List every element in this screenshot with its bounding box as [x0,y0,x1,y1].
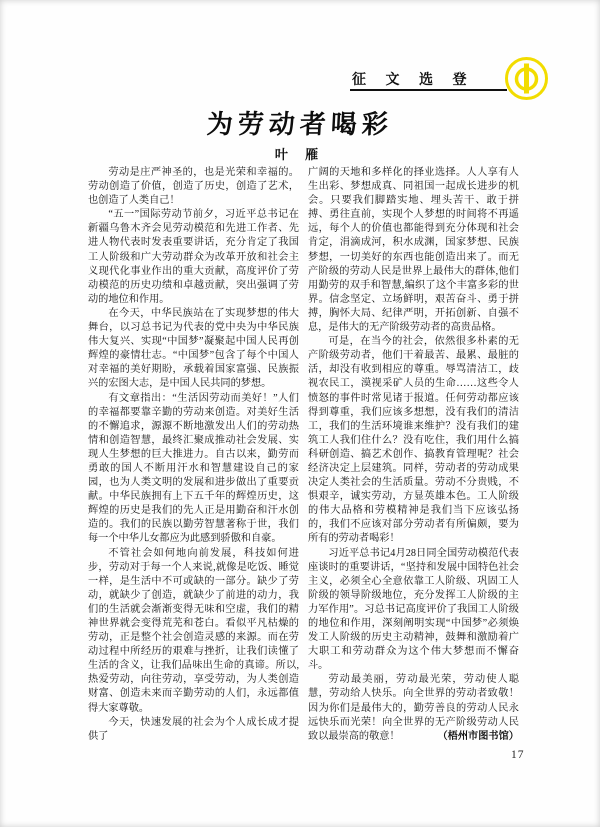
header-rule [350,89,507,91]
paragraph: “五一”国际劳动节前夕，习近平总书记在新疆乌鲁木齐会见劳动模范和先进工作者、先进人物代表时发表重要讲话，充分肯定了我国工人阶级和广大劳动群众为改革开放和社会主义现代化事业作出的重大贡献，高度评价了劳动模范的历史功绩和卓越贡献，突出强调了劳动的地位和作用。 [88,209,299,305]
article-body [88,166,519,744]
paragraph: 今天，快速发展的社会为个人成长成才提供了 [88,716,299,742]
paragraph: 习近平总书记4月28日同全国劳动模范代表座谈时的重要讲话，“坚持和发展中国特色社会主义，必须全心全意依靠工人阶级、巩固工人阶级的领导阶级地位，充分发挥工人阶级的主力军作用”。习总书记高度评价了我国工人阶级的地位和作用，深刻阐明实现“中国梦”必须焕发工人阶级的历史主动精神，鼓舞和激励着广大职工和劳动群众为这个伟大梦想而不懈奋斗。 [308,547,519,672]
article-column-right [308,166,519,744]
signature: （梧州市图书馆） [437,730,519,742]
paragraph: 在今天，中华民族站在了实现梦想的伟大舞台，以习总书记为代表的党中央为中华民族伟大复兴、实现“中国梦”凝聚起中国人民再创辉煌的豪情壮志。“中国梦”包含了每个中国人对幸福的美好期盼，承载着国家富强、民族振兴的宏图大志，是中国人民共同的梦想。 [88,307,299,390]
paragraph: 劳动最美丽，劳动最光荣，劳动使人聪慧，劳动给人快乐。向全世界的劳动者致敬！因为你们是最伟大的，勤劳善良的劳动人民永远快乐而光荣！向全世界的无产阶级劳动人民致以最崇高的敬意！ （梧州市图书馆） [308,673,519,743]
author-name: 叶 雁 [274,147,326,162]
article-column-left [88,166,299,744]
article-title: 为劳动者喝彩 [206,110,394,139]
trade-union-emblem-icon [504,56,549,101]
paragraph: 有文章指出：“生活因劳动而美好！”人们的幸福都要靠辛勤的劳动来创造。对美好生活的不懈追求，源源不断地激发出人们的劳动热情和创造智慧，最终汇聚成推动社会发展、实现人生梦想的巨大推进力。自古以来，勤劳而勇敢的国人不断用汗水和智慧建设自己的家园，也为人类文明的发展和进步做出了重要贡献。中华民族拥有上下五千年的辉煌历史，这辉煌的历史是我们的先人正是用勤奋和汗水创造的。我们的民族以勤劳智慧著称于世，我们每一个中华儿女都应为此感到骄傲和自豪。 [88,392,299,545]
paragraph: 广阔的天地和多样化的择业选择。人人享有人生出彩、梦想成真、同祖国一起成长进步的机会。只要我们脚踏实地、埋头苦干、敢于拼搏、勇往直前，实现个人梦想的时间将不再遥远，每个人的价值也都能得到充分体现和社会肯定，涓滴成河，积水成渊，国家梦想、民族梦想，一切美好的东西也能创造出来了。而无产阶级的劳动人民是世界上最伟大的群体,他们用勤劳的双手和智慧,编织了这个丰富多彩的世界。信念坚定、立场鲜明，艰苦奋斗、勇于拼搏，胸怀大局、纪律严明，开拓创新、自强不息，是伟大的无产阶级劳动者的高贵品格。 [308,167,519,334]
paragraph: 不管社会如何地向前发展，科技如何进步，劳动对于每一个人来说,就像是吃饭、睡觉一样，是生活中不可或缺的一部分。缺少了劳动，就缺少了创造，就缺少了前进的动力，我们的生活就会渐渐变得无味和空虚，我们的精神世界就会变得荒芜和苍白。看似平凡枯燥的劳动，正是整个社会创造灵感的来源。而在劳动过程中所经历的艰难与挫折，让我们读懂了生活的含义，让我们品味出生命的真谛。所以,热爱劳动，向往劳动，享受劳动，为人类创造财富、创造未来而辛勤劳动的人们，永远都值得大家尊敬。 [88,547,299,714]
paragraph: 可是，在当今的社会，依然很多朴素的无产阶级劳动者，他们干着最苦、最累、最脏的活，却没有收到相应的尊重。辱骂清洁工，歧视农民工，漠视采矿人员的生命……这些令人愤怒的事件时常见诸于报道。任何劳动都应该得到尊重，我们应该多想想，没有我们的清洁工，我们的生活环境谁来维护？没有我们的建筑工人我们住什么？没有吃住，我们用什么搞科研创造、搞艺术创作、搞教育管理呢？社会经济决定上层建筑。同样，劳动者的劳动成果决定人类社会的生活质量。劳动不分贵贱，不惧艰辛，诚实劳动，方显英雄本色。工人阶级的伟大品格和劳模精神是我们当下应该弘扬的，我们不应该对部分劳动者有所偏颇，要为所有的劳动者喝彩！ [308,336,519,545]
paragraph: 劳动是庄严神圣的，也是光荣和幸福的。劳动创造了价值，创造了历史，创造了艺术，也创造了人类自己！ [88,167,299,207]
page-number: 17 [511,749,525,761]
section-header-label: 征 文 选 登 [352,73,475,88]
